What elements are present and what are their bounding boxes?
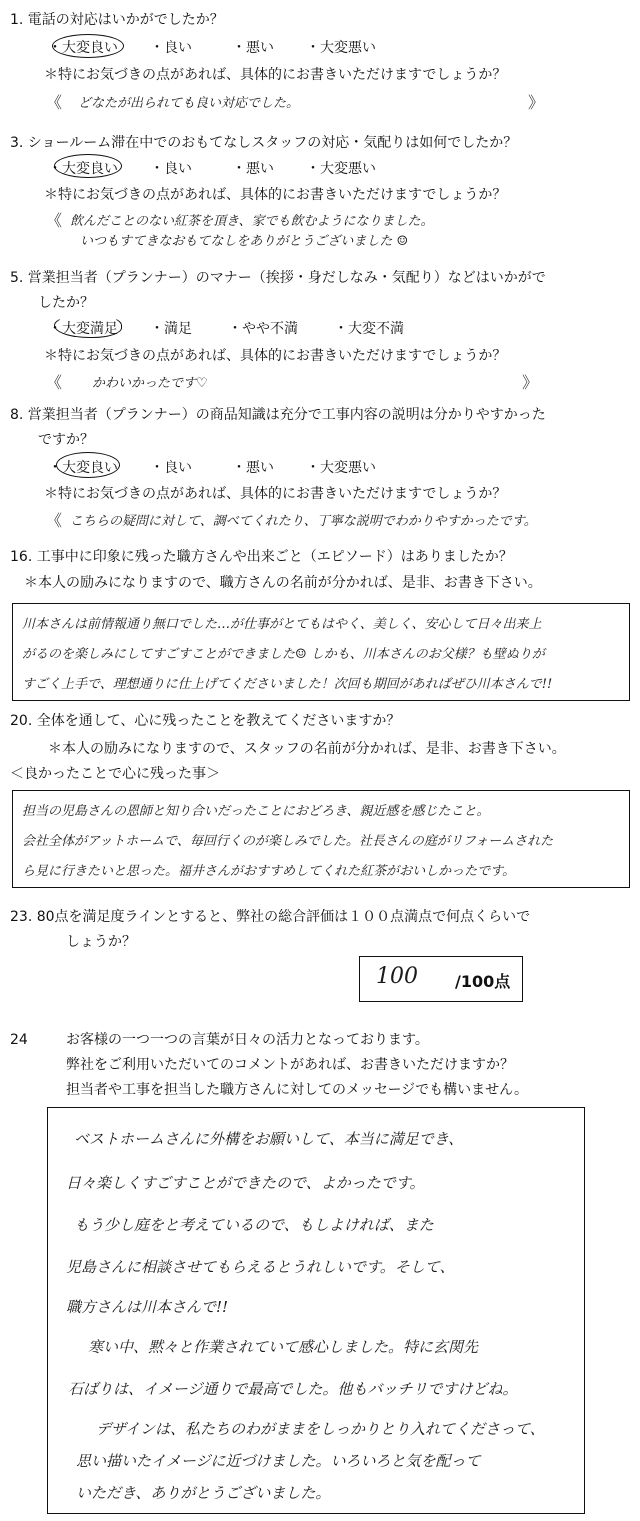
q1-open-bracket: 《 [46, 93, 63, 112]
q24-number: 24 [10, 1032, 28, 1048]
q24-title-line-1: お客様の一つ一つの言葉が日々の活力となっております。 [66, 1032, 429, 1048]
q20-note: ＊本人の励みになりますので、スタッフの名前が分かれば、是非、お書き下さい。 [48, 741, 566, 757]
q1-selected-circle [52, 34, 124, 58]
q1-answer: どなたが出られても良い対応でした。 [78, 96, 300, 111]
q5-option-satisfied: ・満足 [150, 321, 192, 337]
q1-title: 1. 電話の対応はいかがでしたか？ [10, 12, 224, 28]
q8-open-bracket: 《 [46, 511, 63, 530]
q3-option-very-good: ・大変良い [48, 161, 118, 177]
q8-note: ＊特にお気づきの点があれば、具体的にお書きいただけますでしょうか？ [44, 486, 507, 502]
q3-option-bad: ・悪い [232, 161, 274, 177]
q1-option-bad: ・悪い [232, 40, 274, 56]
q24-answer-line-9: 思い描いたイメージに近づけました。いろいろと気を配って [76, 1452, 481, 1470]
q23-title-line-1: 23. 80点を満足度ラインとすると、弊社の総合評価は１００点満点で何点くらいで [10, 909, 531, 925]
q20-answer-line-2: 会社全体がアットホームで、毎回行くのが楽しみでした。社長さんの庭がリフォームされた [22, 834, 554, 849]
q8-option-very-good: ・大変良い [48, 460, 118, 476]
q24-answer-line-7: 石ばりは、イメージ通りで最高でした。他もバッチリですけどね。 [68, 1380, 518, 1398]
q16-note: ＊本人の励みになりますので、職方さんの名前が分かれば、是非、お書き下さい。 [24, 575, 542, 591]
q5-close-bracket: 》 [522, 373, 539, 392]
q23-score: 100 [376, 964, 418, 989]
q3-note: ＊特にお気づきの点があれば、具体的にお書きいただけますでしょうか？ [44, 187, 507, 203]
q5-option-very-satisfied: ・大変満足 [48, 321, 118, 337]
q8-answer: こちらの疑問に対して、調べてくれたり、丁寧な説明でわかりやすかったです。 [70, 514, 537, 529]
q24-answer-line-10: いただき、ありがとうございました。 [76, 1484, 331, 1502]
q5-selected-circle [54, 314, 122, 338]
q3-title: 3. ショールーム滞在中でのおもてなしスタッフの対応・気配りは如何でしたか？ [10, 135, 518, 151]
q20-subheading: ＜良かったことで心に残った事＞ [10, 766, 220, 782]
q1-option-good: ・良い [150, 40, 192, 56]
q3-answer-line-1: 飲んだことのない紅茶を頂き、家でも飲むようになりました。 [70, 214, 434, 229]
q16-answer-line-3: すごく上手で、理想通りに仕上げてくださいました！次回も期回があればぜひ川本さんで!! [22, 677, 553, 692]
q5-note: ＊特にお気づきの点があれば、具体的にお書きいただけますでしょうか？ [44, 348, 507, 364]
q3-open-bracket: 《 [46, 211, 63, 230]
q1-note: ＊特にお気づきの点があれば、具体的にお書きいただけますでしょうか？ [44, 67, 507, 83]
q16-answer-line-1: 川本さんは前情報通り無口でした…が仕事がとてもはやく、美しく、安心して日々出来上 [22, 617, 542, 632]
q8-option-bad: ・悪い [232, 460, 274, 476]
q24-answer-line-4: 児島さんに相談させてもらえるとうれしいです。そして、 [66, 1258, 455, 1276]
q20-title: 20. 全体を通して、心に残ったことを教えてくださいますか？ [10, 713, 401, 729]
q5-option-somewhat-dissatisfied: ・やや不満 [228, 321, 298, 337]
q20-answer-line-3: ら見に行きたいと思った。福井さんがおすすめしてくれた紅茶がおいしかったです。 [22, 864, 516, 879]
q8-title-line-1: 8. 営業担当者（プランナー）の商品知識は充分で工事内容の説明は分かりやすかった [10, 407, 546, 423]
q23-score-suffix: /100点 [455, 972, 511, 991]
q5-option-very-dissatisfied: ・大変不満 [334, 321, 404, 337]
q5-title-line-1: 5. 営業担当者（プランナー）のマナー（挨拶・身だしなみ・気配り）などはいかがで [10, 270, 546, 286]
q24-title-line-2: 弊社をご利用いただいてのコメントがあれば、お書きいただけますか？ [66, 1057, 514, 1073]
q1-close-bracket: 》 [528, 93, 545, 112]
q24-answer-line-6: 寒い中、黙々と作業されていて感心しました。特に玄関先 [88, 1338, 479, 1356]
q8-option-very-bad: ・大変悪い [306, 460, 376, 476]
q24-title-line-3: 担当者や工事を担当した職方さんに対してのメッセージでも構いません。 [66, 1082, 528, 1098]
q16-title: 16. 工事中に印象に残った職方さんや出来ごと（エピソード）はありましたか？ [10, 549, 513, 565]
q1-option-very-good: ・大変良い [48, 40, 118, 56]
q5-open-bracket: 《 [46, 373, 63, 392]
q8-option-good: ・良い [150, 460, 192, 476]
q24-answer-line-5: 職方さんは川本さんで!! [66, 1298, 229, 1316]
q3-option-very-bad: ・大変悪い [306, 161, 376, 177]
q24-answer-line-3: もう少し庭をと考えているので、もしよければ、また [74, 1216, 434, 1234]
q3-option-good: ・良い [150, 161, 192, 177]
q8-selected-circle [56, 452, 120, 478]
q16-answer-line-2: がるのを楽しみにしてすごすことができました☺ しかも、川本さんのお父様？も壁ぬりが [22, 647, 545, 662]
q24-answer-line-2: 日々楽しくすごすことができたので、よかったです。 [66, 1174, 425, 1192]
q5-title-line-2: したか？ [38, 295, 94, 311]
q20-answer-line-1: 担当の児島さんの恩師と知り合いだったことにおどろき、親近感を感じたこと。 [22, 804, 490, 819]
q3-answer-line-2: いつもすてきなおもてなしをありがとうございました ☺ [80, 234, 409, 249]
q8-title-line-2: ですか？ [38, 432, 94, 448]
q1-option-very-bad: ・大変悪い [306, 40, 376, 56]
q3-selected-circle [54, 154, 122, 178]
q5-answer: かわいかったです♡ [92, 376, 208, 391]
q24-answer-line-1: ベストホームさんに外構をお願いして、本当に満足でき、 [74, 1130, 464, 1148]
q24-answer-line-8: デザインは、私たちのわがままをしっかりとり入れてくださって、 [96, 1420, 545, 1438]
q23-title-line-2: しょうか？ [66, 934, 136, 950]
